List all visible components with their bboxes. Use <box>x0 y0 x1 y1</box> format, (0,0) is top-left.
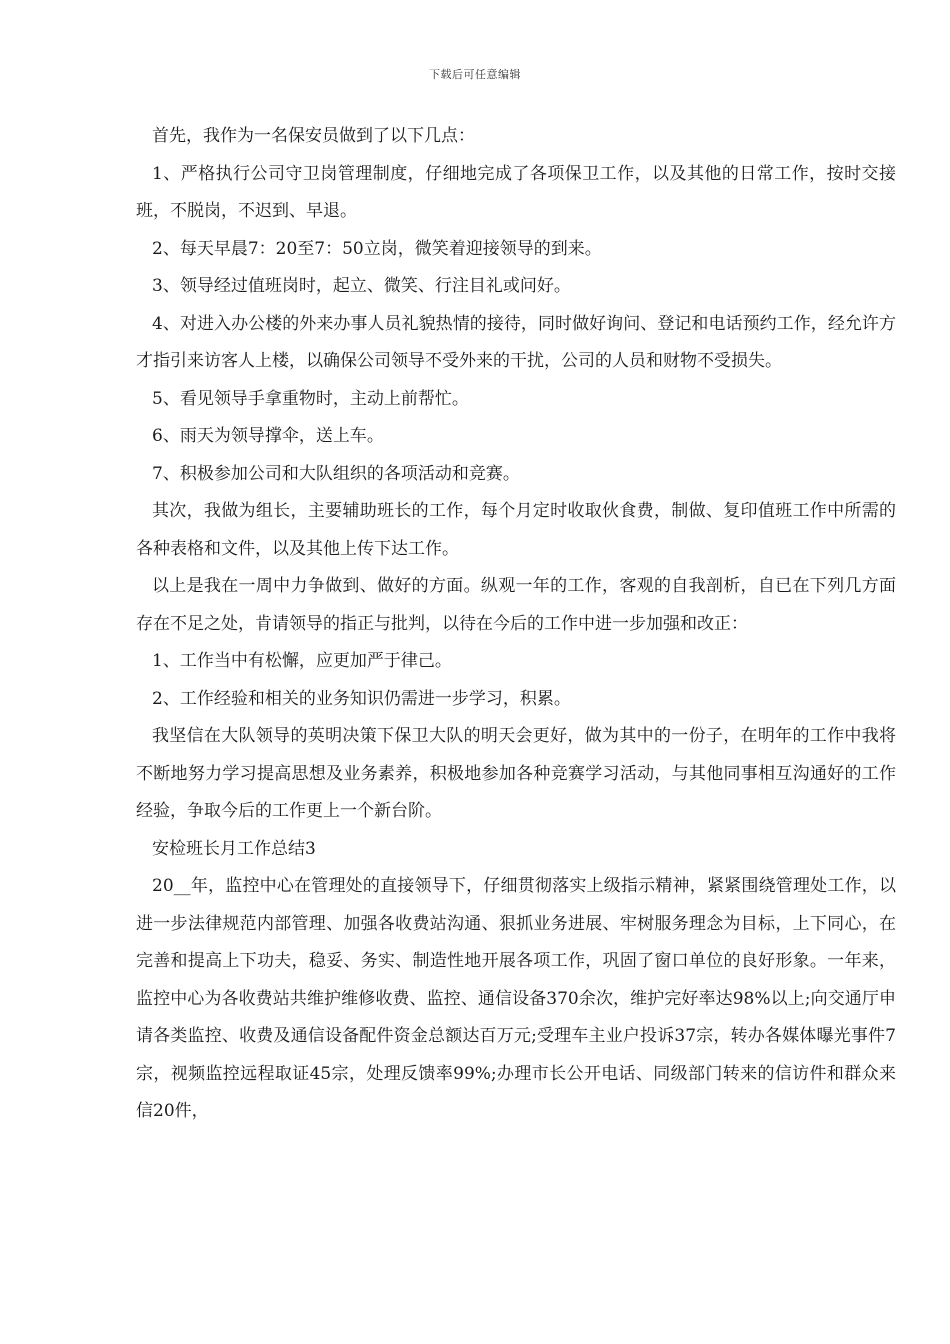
paragraph: 其次，我做为组长，主要辅助班长的工作，每个月定时收取伙食费，制做、复印值班工作中所需的各种表格和文件，以及其他上传下达工作。 <box>136 501 896 559</box>
list-item: 1、严格执行公司守卫岗管理制度，仔细地完成了各项保卫工作，以及其他的日常工作，按时交接班，不脱岗，不迟到、早退。 <box>136 163 896 221</box>
list-item: 4、对进入办公楼的外来办事人员礼貌热情的接待，同时做好询问、登记和电话预约工作，经允许方才指引来访客人上楼，以确保公司领导不受外来的干扰，公司的人员和财物不受损失。 <box>136 313 896 371</box>
section-title: 安检班长月工作总结3 <box>152 838 316 859</box>
paragraph: 首先，我作为一名保安员做到了以下几点： <box>152 126 475 146</box>
paragraph: 以上是我在一周中力争做到、做好的方面。纵观一年的工作，客观的自我剖析，自已在下列几方面存在不足之处，肯请领导的指正与批判，以待在今后的工作中进一步加强和改正： <box>136 576 896 634</box>
list-item: 1、工作当中有松懈，应更加严于律己。 <box>152 651 452 671</box>
list-item: 7、积极参加公司和大队组织的各项活动和竞赛。 <box>152 463 520 484</box>
list-item: 2、工作经验和相关的业务知识仍需进一步学习，积累。 <box>152 688 571 709</box>
document-body <box>136 118 896 1131</box>
paragraph: 我坚信在大队领导的英明决策下保卫大队的明天会更好，做为其中的一份子，在明年的工作中我将不断地努力学习提高思想及业务素养，积极地参加各种竞赛学习活动，与其他同事相互沟通好的工作经验，争取今后的工作更上一个新台阶。 <box>136 726 896 821</box>
list-item: 3、领导经过值班岗时，起立、微笑、行注目礼或问好。 <box>152 276 571 296</box>
list-item: 5、看见领导手拿重物时，主动上前帮忙。 <box>152 388 469 409</box>
paragraph: 20__年，监控中心在管理处的直接领导下，仔细贯彻落实上级指示精神，紧紧围绕管理处工作，以进一步法律规范内部管理、加强各收费站沟通、狠抓业务进展、牢树服务理念为目标，上下同心，在完善和提高上下功夫，稳妥、务实、制造性地开展各项工作，巩固了窗口单位的良好形象。一年来，监控中心为各收费站共维护维修收费、监控、通信设备370余次，维护完好率达98%以上;向交通厅申请各类监控、收费及通信设备配件资金总额达百万元;受理车主业户投诉37宗，转办各媒体曝光事件7宗，视频监控远程取证45宗，处理反馈率99%;办理市长公开电话、同级部门转来的信访件和群众来信20件， <box>136 876 896 1121</box>
list-item: 6、雨天为领导撑伞，送上车。 <box>152 426 384 446</box>
list-item: 2、每天早晨7：20至7：50立岗，微笑着迎接领导的到来。 <box>152 238 602 259</box>
page-header: 下载后可任意编辑 <box>429 68 521 81</box>
